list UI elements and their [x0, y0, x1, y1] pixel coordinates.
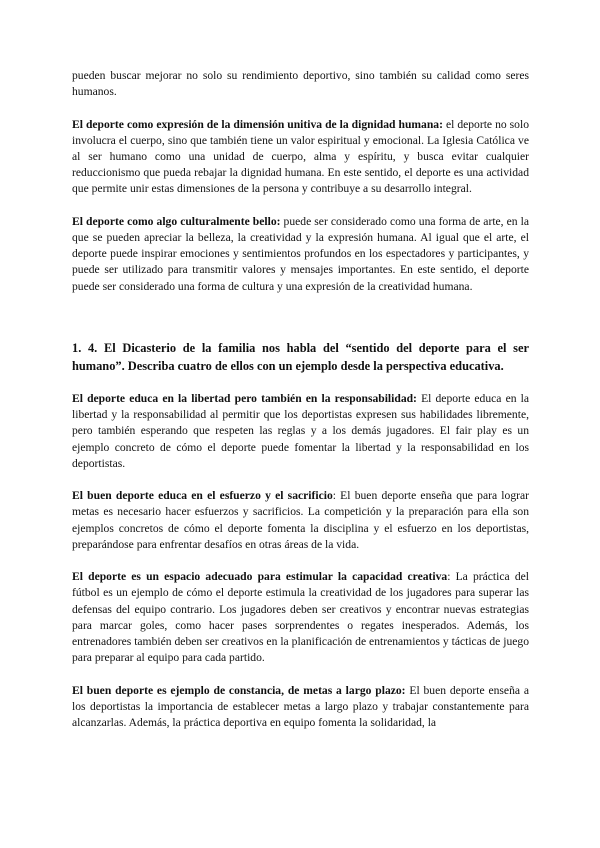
- spacer: [72, 311, 529, 323]
- answer-creativity: [72, 569, 529, 666]
- section-unitive-dimension-title: El deporte como expresión de la dimensión unitiva de la dignidad humana:: [72, 117, 443, 131]
- answer-freedom-responsibility-body: El deporte educa en la libertad y la responsabilidad al permitir que los deportistas expresen sus habilidades libremente, pero también esperando que respeten las reglas y a los demás jugadores. El fair play es un ejemplo concreto de cómo el deporte puede fomentar la libertad y la responsabilidad en los deportistas.: [72, 392, 530, 470]
- section-culturally-beautiful-body: puede ser considerado como una forma de arte, en la que se pueden apreciar la belleza, la creatividad y la expresión humana. Al igual que el arte, el deporte puede inspirar emociones y sentimientos profundos en los espectadores y participantes, y puede ser utilizado para transmitir valores y mensajes importantes. En este sentido, el deporte puede ser considerado una forma de cultura y una expresión de la creatividad humana.: [72, 214, 530, 293]
- answer-effort-sacrifice-title: El buen deporte educa en el esfuerzo y el sacrificio: [72, 489, 333, 503]
- question-heading: 1. 4. El Dicasterio de la familia nos habla del “sentido del deporte para el ser humano”. Describa cuatro de ellos con un ejemplo desde la perspectiva educativa.: [72, 341, 529, 373]
- answer-constancy: [72, 683, 529, 732]
- section-culturally-beautiful: [72, 214, 529, 295]
- answer-constancy-title: El buen deporte es ejemplo de constancia, de metas a largo plazo:: [72, 683, 406, 697]
- answer-constancy-body: El buen deporte enseña a los deportistas la importancia de establecer metas a largo plazo y trabajar constantemente para alcanzarlas. Además, la práctica deportiva en equipo fomenta la solidaridad, la: [72, 683, 529, 730]
- section-unitive-dimension-body: el deporte no solo involucra el cuerpo, sino que también tiene un valor espiritual y emocional. La Iglesia Católica ve al ser humano como una unidad de cuerpo, alma y espíritu, y busca evitar cualquier reduccionismo que pueda rebajar la dignidad humana. En este sentido, el deporte es una actividad que permite unir estas dimensiones de la persona y contribuye a su desarrollo integral.: [72, 117, 529, 196]
- answer-freedom-responsibility: [72, 391, 529, 472]
- document-page: [72, 68, 529, 747]
- answer-freedom-responsibility-title: El deporte educa en la libertad pero también en la responsabilidad:: [72, 392, 417, 405]
- intro-continuation: pueden buscar mejorar no solo su rendimiento deportivo, sino también su calidad como seres humanos.: [72, 69, 529, 99]
- section-unitive-dimension: [72, 117, 529, 198]
- section-culturally-beautiful-title: El deporte como algo culturalmente bello:: [72, 214, 281, 228]
- answer-effort-sacrifice: [72, 488, 529, 553]
- answer-creativity-title: El deporte es un espacio adecuado para estimular la capacidad creativa: [72, 570, 448, 584]
- answer-effort-sacrifice-body: : El buen deporte enseña que para lograr metas es necesario hacer esfuerzos y sacrificios. La competición y la preparación para ella son ejemplos concretos de cómo el deporte fomenta la disciplina y el esfuerzo en los deportistas, preparándose para enfrentar desafíos en otras áreas de la vida.: [72, 489, 529, 551]
- answer-creativity-body: : La práctica del fútbol es un ejemplo de cómo el deporte estimula la creatividad de los jugadores para superar las defensas del equipo contrario. Los jugadores deben ser creativos y encontrar nuevas estrategias para marcar goles, como hacer pases sorprendentes o regates inesperados. Además, los entrenadores también deben ser creativos en la planificación de entrenamientos y tácticas de juego para preparar al equipo para cada partido.: [72, 570, 529, 665]
